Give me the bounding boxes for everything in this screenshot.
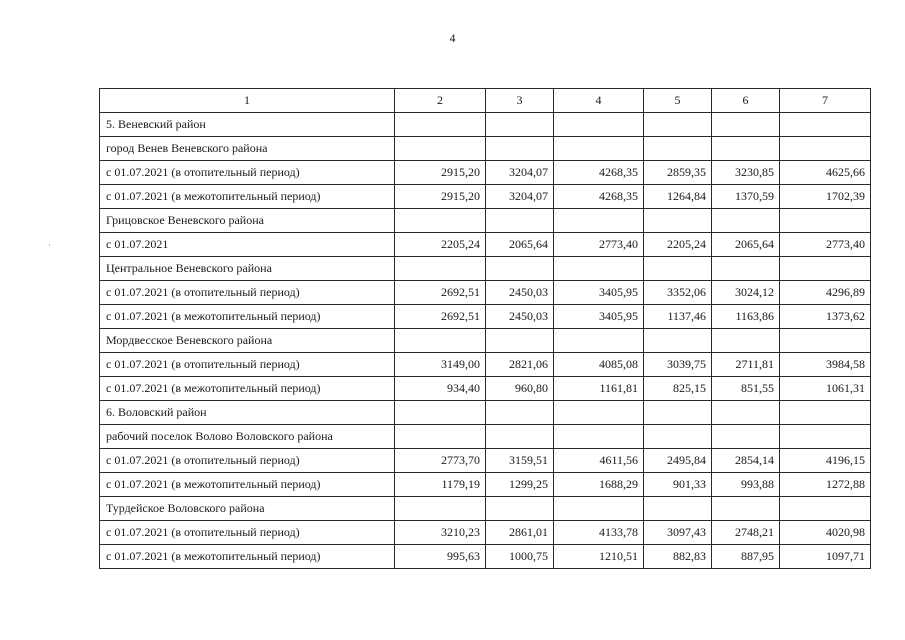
table-cell-value: 2205,24: [644, 233, 712, 257]
table-row: [100, 161, 871, 185]
table-cell-value: 3159,51: [486, 449, 554, 473]
table-cell-value: 4611,56: [554, 449, 644, 473]
table-row: [100, 353, 871, 377]
row-label: Мордвесское Веневского района: [100, 329, 395, 353]
table-cell-value: [712, 329, 780, 353]
table-cell-value: [486, 137, 554, 161]
table-cell-value: [712, 137, 780, 161]
table-cell-value: 1688,29: [554, 473, 644, 497]
table-cell-value: [712, 425, 780, 449]
table-cell-value: [712, 113, 780, 137]
table-cell-value: 2692,51: [395, 281, 486, 305]
table-cell-value: [395, 329, 486, 353]
table-cell-value: 2854,14: [712, 449, 780, 473]
tariff-table: [99, 88, 871, 569]
column-header: 3: [486, 89, 554, 113]
table-cell-value: 2748,21: [712, 521, 780, 545]
table-cell-value: 2915,20: [395, 161, 486, 185]
row-label: 6. Воловский район: [100, 401, 395, 425]
table-cell-value: 934,40: [395, 377, 486, 401]
column-header: 7: [780, 89, 871, 113]
table-cell-value: 2859,35: [644, 161, 712, 185]
table-row: [100, 185, 871, 209]
table-row: [100, 449, 871, 473]
table-cell-value: 4296,89: [780, 281, 871, 305]
table-cell-value: 1137,46: [644, 305, 712, 329]
table-cell-value: 2915,20: [395, 185, 486, 209]
table-cell-value: 3097,43: [644, 521, 712, 545]
table-cell-value: [395, 425, 486, 449]
table-cell-value: 2205,24: [395, 233, 486, 257]
row-label: Центральное Веневского района: [100, 257, 395, 281]
table-cell-value: [395, 209, 486, 233]
table-row: [100, 521, 871, 545]
table-cell-value: 993,88: [712, 473, 780, 497]
table-cell-value: 1097,71: [780, 545, 871, 569]
table-row: [100, 545, 871, 569]
table-cell-value: 1370,59: [712, 185, 780, 209]
table-cell-value: [712, 401, 780, 425]
row-label: город Венев Веневского района: [100, 137, 395, 161]
table-cell-value: [712, 209, 780, 233]
row-label: с 01.07.2021 (в отопительный период): [100, 449, 395, 473]
table-cell-value: [554, 209, 644, 233]
table-row: [100, 257, 871, 281]
table-cell-value: [780, 209, 871, 233]
scan-mark-dot: ·: [48, 240, 51, 250]
table-cell-value: 3039,75: [644, 353, 712, 377]
table-cell-value: 2450,03: [486, 305, 554, 329]
table-cell-value: [395, 401, 486, 425]
table-cell-value: 1272,88: [780, 473, 871, 497]
table-header-row: [100, 89, 871, 113]
table-cell-value: 2495,84: [644, 449, 712, 473]
table-cell-value: [486, 113, 554, 137]
table-cell-value: 2773,40: [780, 233, 871, 257]
table-cell-value: 882,83: [644, 545, 712, 569]
page-number: 4: [449, 31, 456, 45]
table-cell-value: 4196,15: [780, 449, 871, 473]
table-cell-value: [395, 113, 486, 137]
table-cell-value: [486, 257, 554, 281]
table-cell-value: 3405,95: [554, 281, 644, 305]
table-cell-value: 3984,58: [780, 353, 871, 377]
table-cell-value: 1373,62: [780, 305, 871, 329]
table-cell-value: [644, 497, 712, 521]
column-header: 1: [100, 89, 395, 113]
table-cell-value: [644, 209, 712, 233]
table-cell-value: [486, 497, 554, 521]
table-cell-value: 4268,35: [554, 161, 644, 185]
row-label: с 01.07.2021 (в отопительный период): [100, 353, 395, 377]
table-cell-value: [395, 137, 486, 161]
table-cell-value: [712, 497, 780, 521]
table-cell-value: [644, 257, 712, 281]
column-header: 2: [395, 89, 486, 113]
column-header: 6: [712, 89, 780, 113]
row-label: с 01.07.2021 (в отопительный период): [100, 161, 395, 185]
table-cell-value: [780, 257, 871, 281]
table-cell-value: 2065,64: [486, 233, 554, 257]
table-cell-value: 1000,75: [486, 545, 554, 569]
table-cell-value: 3230,85: [712, 161, 780, 185]
table-cell-value: 4625,66: [780, 161, 871, 185]
table-cell-value: 2450,03: [486, 281, 554, 305]
table-cell-value: [554, 257, 644, 281]
table-cell-value: [486, 425, 554, 449]
table-cell-value: 901,33: [644, 473, 712, 497]
table-cell-value: [554, 497, 644, 521]
table-cell-value: 4020,98: [780, 521, 871, 545]
table-cell-value: 3210,23: [395, 521, 486, 545]
table-cell-value: 2773,70: [395, 449, 486, 473]
table-row: [100, 305, 871, 329]
column-header: 4: [554, 89, 644, 113]
table-cell-value: 2821,06: [486, 353, 554, 377]
row-label: с 01.07.2021 (в отопительный период): [100, 281, 395, 305]
table-cell-value: [780, 137, 871, 161]
table-cell-value: [554, 329, 644, 353]
table-cell-value: 1299,25: [486, 473, 554, 497]
table-cell-value: 1702,39: [780, 185, 871, 209]
table-cell-value: 1161,81: [554, 377, 644, 401]
table-cell-value: 2065,64: [712, 233, 780, 257]
table-cell-value: [780, 329, 871, 353]
table-row: [100, 233, 871, 257]
table-cell-value: 1264,84: [644, 185, 712, 209]
table-cell-value: [395, 497, 486, 521]
table-cell-value: [644, 329, 712, 353]
table-cell-value: 1179,19: [395, 473, 486, 497]
table-cell-value: [554, 401, 644, 425]
table-cell-value: 825,15: [644, 377, 712, 401]
table-cell-value: 3405,95: [554, 305, 644, 329]
table-cell-value: 995,63: [395, 545, 486, 569]
column-header: 5: [644, 89, 712, 113]
table-cell-value: 851,55: [712, 377, 780, 401]
table-cell-value: 887,95: [712, 545, 780, 569]
row-label: Грицовское Веневского района: [100, 209, 395, 233]
row-label: 5. Веневский район: [100, 113, 395, 137]
table-cell-value: 3024,12: [712, 281, 780, 305]
table-row: [100, 113, 871, 137]
table-cell-value: 960,80: [486, 377, 554, 401]
table-row: [100, 377, 871, 401]
table-row: [100, 497, 871, 521]
table-row: [100, 137, 871, 161]
table-cell-value: [486, 329, 554, 353]
table-cell-value: [486, 401, 554, 425]
row-label: с 01.07.2021 (в межотопительный период): [100, 185, 395, 209]
table-cell-value: [780, 497, 871, 521]
table-cell-value: [780, 113, 871, 137]
row-label: с 01.07.2021 (в межотопительный период): [100, 377, 395, 401]
table-cell-value: 3204,07: [486, 185, 554, 209]
table-row: [100, 473, 871, 497]
table-cell-value: [644, 137, 712, 161]
table-cell-value: 1061,31: [780, 377, 871, 401]
table-cell-value: 2861,01: [486, 521, 554, 545]
row-label: рабочий поселок Волово Воловского района: [100, 425, 395, 449]
row-label: с 01.07.2021 (в отопительный период): [100, 521, 395, 545]
table-cell-value: 2773,40: [554, 233, 644, 257]
table-row: [100, 209, 871, 233]
table-cell-value: [780, 401, 871, 425]
table-cell-value: [712, 257, 780, 281]
table-cell-value: [644, 401, 712, 425]
table-cell-value: [554, 137, 644, 161]
row-label: с 01.07.2021 (в межотопительный период): [100, 545, 395, 569]
table-cell-value: 3204,07: [486, 161, 554, 185]
table-cell-value: [554, 113, 644, 137]
row-label: с 01.07.2021 (в межотопительный период): [100, 473, 395, 497]
table-cell-value: 4268,35: [554, 185, 644, 209]
table-row: [100, 281, 871, 305]
table-cell-value: 4085,08: [554, 353, 644, 377]
table-cell-value: [554, 425, 644, 449]
table-row: [100, 425, 871, 449]
table-cell-value: [486, 209, 554, 233]
table-cell-value: [395, 257, 486, 281]
table-cell-value: 2692,51: [395, 305, 486, 329]
table-row: [100, 329, 871, 353]
table-cell-value: [644, 425, 712, 449]
table-row: [100, 401, 871, 425]
table-cell-value: 1210,51: [554, 545, 644, 569]
table-cell-value: 2711,81: [712, 353, 780, 377]
table-cell-value: 3149,00: [395, 353, 486, 377]
row-label: с 01.07.2021 (в межотопительный период): [100, 305, 395, 329]
table-cell-value: 3352,06: [644, 281, 712, 305]
row-label: Турдейское Воловского района: [100, 497, 395, 521]
row-label: с 01.07.2021: [100, 233, 395, 257]
table-cell-value: 1163,86: [712, 305, 780, 329]
table-cell-value: [644, 113, 712, 137]
table-cell-value: [780, 425, 871, 449]
table-cell-value: 4133,78: [554, 521, 644, 545]
